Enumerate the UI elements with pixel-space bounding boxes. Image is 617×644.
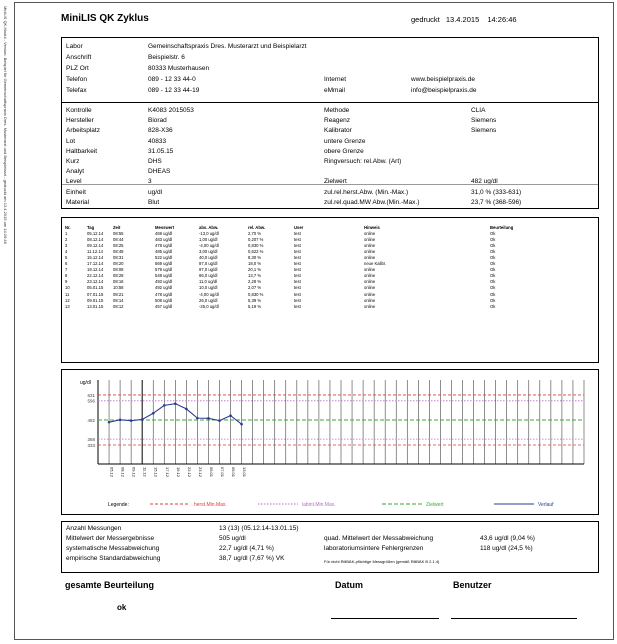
x-tick-label: 15.12	[153, 467, 159, 478]
x-tick-label: 11.12	[142, 467, 148, 477]
x-tick-label: 09.12	[131, 467, 137, 478]
summary-right-value: 43,6 ug/dl (9,04 %)	[480, 535, 535, 542]
summary-value: 22,7 ug/dl (4,71 %)	[219, 545, 274, 552]
table-cell: 0,622 %	[248, 248, 264, 254]
printed-timestamp	[411, 15, 517, 24]
control-right-label: obere Grenze	[324, 147, 364, 155]
summary-right-label: laboratoriumsintere Fehlergrenzen	[324, 545, 424, 552]
table-cell: 1	[65, 230, 68, 236]
table-cell: 09.12.14	[87, 242, 104, 248]
control-field-label: Einheit	[66, 188, 86, 196]
table-cell: Ok	[490, 273, 496, 279]
table-cell: 40,0 ug/dl	[199, 255, 218, 261]
table-cell: 9	[65, 279, 68, 285]
y-tick-label: 368	[87, 436, 95, 442]
table-cell: 4	[65, 248, 68, 254]
table-cell: 10	[65, 285, 70, 291]
control-right-value: Siemens	[471, 117, 497, 125]
printed-label: gedruckt	[411, 15, 440, 24]
table-cell: test	[294, 297, 301, 303]
y-tick-label: 596	[87, 398, 95, 404]
table-cell: 493 ug/dl	[155, 279, 173, 285]
info-divider	[62, 184, 598, 185]
summary-right-value: 118 ug/dl (24,5 %)	[480, 545, 533, 552]
data-point	[141, 418, 144, 421]
table-cell: online	[364, 291, 376, 297]
table-cell: 3,00 ug/dl	[199, 248, 218, 254]
data-point	[229, 414, 232, 417]
x-tick-label: 13.01	[242, 467, 248, 478]
table-cell: 08:25	[113, 242, 124, 248]
summary-note: Für nicht RiliBÄK-pflichtige Messgrößen (gemäß RiliBÄK B 2.1.4)	[324, 559, 440, 564]
control-right-label: untere Grenze	[324, 137, 366, 145]
table-cell: online	[364, 255, 376, 261]
results-header-cell: rel. Abw.	[248, 224, 266, 230]
table-cell: Ok	[490, 236, 496, 242]
x-tick-label: 08.12	[120, 467, 126, 478]
control-field-value: 828-X36	[148, 127, 173, 135]
x-tick-label: 05.12	[109, 467, 115, 478]
control-field-value: DHEAS	[148, 168, 171, 176]
lab-field-label: Telefax	[66, 87, 87, 94]
table-cell: 5,39 %	[248, 297, 262, 303]
overall-assessment-value: ok	[117, 603, 127, 612]
control-right-label: Zielwert	[324, 178, 347, 186]
control-right-value: 31,0 % (333-631)	[471, 188, 522, 196]
qc-chart	[62, 370, 598, 514]
control-right-label: Methode	[324, 107, 350, 114]
results-box	[61, 217, 599, 363]
table-cell: 0,207 %	[248, 236, 264, 242]
data-point	[207, 417, 210, 420]
table-cell: 12	[65, 297, 70, 303]
x-tick-label: 23.12	[197, 467, 203, 478]
y-axis-label: ug/dl	[80, 380, 91, 386]
table-cell: -4,00 ug/dl	[199, 242, 219, 248]
table-cell: 2	[65, 236, 68, 242]
legend-label: Verlauf	[538, 501, 554, 508]
table-cell: test	[294, 267, 301, 273]
table-cell: 483 ug/dl	[155, 236, 173, 242]
control-field-label: Kontrolle	[66, 107, 92, 114]
table-cell: 6	[65, 261, 68, 267]
sidebar-text: MiniLIS QK-Modul - Version: Beispiel für Gemeinschaftspraxis Dres. Musterarzt und Beispielarzt - gedruckt am 13.4.2015 um 14:26:46	[3, 6, 8, 244]
table-cell: Ok	[490, 255, 496, 261]
contact-value: info@beispielpraxis.de	[411, 87, 477, 94]
table-cell: online	[364, 230, 376, 236]
control-field-value: ug/dl	[148, 188, 163, 196]
control-field-label: Haltbarkeit	[66, 147, 98, 155]
results-header-cell: Tag	[87, 224, 95, 230]
control-right-label: Ringversuch: rel.Abw. (Art)	[324, 158, 402, 165]
table-cell: 08:14	[113, 297, 124, 303]
summary-label: empirische Standardabweichung	[66, 555, 161, 562]
table-cell: Ok	[490, 242, 496, 248]
chart-box	[61, 369, 599, 515]
lab-field-value: Beispielstr. 6	[148, 54, 185, 61]
table-cell: 08:48	[113, 248, 124, 254]
table-cell: 66,0 ug/dl	[199, 273, 218, 279]
table-cell: 19.12.14	[87, 267, 104, 273]
control-field-value: 3	[148, 178, 152, 186]
summary-value: 13 (13) (05.12.14-13.01.15)	[219, 525, 299, 532]
table-cell: online	[364, 267, 376, 273]
table-cell: 5	[65, 255, 68, 261]
overall-assessment-label: gesamte Beurteilung	[65, 580, 155, 590]
x-tick-label: 19.12	[175, 467, 181, 478]
table-cell: 08:21	[113, 291, 124, 297]
table-cell: 10,0 ug/dl	[199, 285, 218, 291]
control-field-label: Analyt	[66, 168, 85, 176]
table-cell: 15.12.14	[87, 255, 104, 261]
table-cell: 478 ug/dl	[155, 242, 173, 248]
table-cell: Ok	[490, 230, 496, 236]
table-cell: 0,830 %	[248, 291, 264, 297]
table-cell: 508 ug/dl	[155, 297, 173, 303]
report-title: MiniLIS QK Zyklus	[61, 13, 149, 24]
summary-label: Anzahl Messungen	[66, 525, 122, 532]
data-point	[185, 408, 188, 411]
results-header-cell: abs. Abw.	[199, 224, 219, 230]
control-field-label: Kurz	[66, 158, 80, 165]
control-field-value: 31.05.15	[148, 147, 174, 155]
table-cell: 09.01.15	[87, 297, 104, 303]
legend-label: Zielwert	[426, 501, 444, 508]
data-point	[108, 421, 111, 424]
results-header-cell: Beurteilung	[490, 224, 514, 230]
summary-label: Mittelwert der Messergebnisse	[66, 535, 155, 542]
table-cell: 492 ug/dl	[155, 285, 173, 291]
legend-title: Legende:	[108, 501, 129, 508]
table-cell: 08:08	[113, 267, 124, 273]
control-field-label: Arbeitsplatz	[66, 127, 100, 135]
table-cell: Ok	[490, 297, 496, 303]
contact-label: Internet	[324, 76, 347, 83]
table-cell: test	[294, 242, 301, 248]
table-cell: 548 ug/dl	[155, 273, 173, 279]
table-cell: 569 ug/dl	[155, 261, 173, 267]
y-tick-label: 482	[87, 417, 95, 423]
table-cell: -4,00 ug/dl	[199, 291, 219, 297]
control-field-value: Biorad	[148, 117, 167, 125]
table-cell: 87,0 ug/dl	[199, 261, 218, 267]
table-cell: 7	[65, 267, 68, 273]
control-field-value: Blut	[148, 198, 160, 206]
results-table	[65, 224, 530, 309]
y-tick-label: 333	[87, 442, 95, 448]
results-header-cell: Messwert	[155, 224, 175, 230]
control-field-label: Hersteller	[66, 117, 94, 125]
control-field-label: Material	[66, 198, 90, 206]
lab-field-label: Labor	[66, 43, 83, 50]
user-label: Benutzer	[453, 580, 492, 590]
table-cell: 1,00 ug/dl	[199, 236, 218, 242]
table-cell: Ok	[490, 285, 496, 291]
summary-value: 505 ug/dl	[219, 535, 246, 542]
table-cell: 97,0 ug/dl	[199, 267, 218, 273]
table-cell: online	[364, 297, 376, 303]
control-right-label: zul.rel.quad.MW Abw.(Min.-Max.)	[324, 198, 420, 206]
control-right-label: Reagenz	[324, 117, 351, 125]
table-cell: Ok	[490, 303, 496, 309]
lab-field-label: Telefon	[66, 76, 87, 83]
control-field-value: 40833	[148, 137, 167, 145]
lab-field-value: Gemeinschaftspraxis Dres. Musterarzt und Beispielarzt	[148, 43, 307, 50]
table-cell: 26,0 ug/dl	[199, 297, 218, 303]
control-right-value: CLIA	[471, 107, 486, 114]
results-header-cell: Zeit	[113, 224, 121, 230]
data-point	[163, 404, 166, 407]
data-point	[119, 419, 122, 422]
table-cell: Ok	[490, 291, 496, 297]
table-cell: 11,0 ug/dl	[199, 279, 218, 285]
control-right-label: zul.rel.herst.Abw. (Min.-Max.)	[324, 188, 409, 196]
table-cell: neue Kalibr.	[364, 261, 387, 267]
table-cell: 478 ug/dl	[155, 291, 173, 297]
x-tick-label: 05.01	[208, 467, 214, 478]
table-cell: 5,19 %	[248, 303, 262, 309]
summary-box	[61, 521, 599, 573]
results-header-cell: Hinweis	[364, 224, 380, 230]
data-point	[174, 402, 177, 405]
table-cell: 8	[65, 273, 68, 279]
table-cell: 3	[65, 242, 68, 248]
table-cell: 11.12.14	[87, 248, 103, 254]
lab-field-label: PLZ Ort	[66, 65, 89, 72]
table-cell: test	[294, 248, 301, 254]
data-point	[196, 417, 199, 420]
results-header-cell: User	[294, 224, 304, 230]
table-cell: 485 ug/dl	[155, 248, 173, 254]
table-cell: 08:31	[113, 255, 124, 261]
table-cell: online	[364, 273, 376, 279]
table-cell: 13.01.15	[87, 303, 104, 309]
table-cell: 08.12.14	[87, 236, 104, 242]
table-cell: -25,0 ug/dl	[199, 303, 219, 309]
table-row	[65, 303, 530, 309]
table-cell: online	[364, 248, 376, 254]
y-tick-label: 631	[87, 392, 95, 398]
assessment-footer	[61, 578, 599, 634]
printed-time: 14:26:46	[487, 15, 517, 24]
table-cell: 18,0 %	[248, 261, 262, 267]
control-field-value: DHS	[148, 158, 162, 165]
contact-label: eMmail	[324, 87, 345, 94]
table-cell: 08:28	[113, 273, 124, 279]
table-cell: 457 ug/dl	[155, 303, 173, 309]
table-cell: test	[294, 261, 301, 267]
control-field-value: K4083 2015053	[148, 107, 194, 114]
table-cell: 8,30 %	[248, 255, 262, 261]
lab-field-value: 80333 Musterhausen	[148, 65, 210, 72]
table-cell: Ok	[490, 248, 496, 254]
lab-field-value: 089 - 12 33 44-19	[148, 87, 200, 94]
date-signature-line	[331, 618, 439, 619]
lab-field-label: Anschrift	[66, 54, 92, 61]
table-cell: test	[294, 230, 301, 236]
data-point	[218, 419, 221, 422]
table-cell: 2,70 %	[248, 230, 262, 236]
data-point	[152, 412, 155, 415]
table-cell: 20,1 %	[248, 267, 262, 273]
report-page	[14, 2, 614, 640]
control-field-label: Lot	[66, 137, 76, 145]
control-right-value: 482 ug/dl	[471, 178, 498, 186]
table-cell: online	[364, 279, 376, 285]
table-cell: 522 ug/dl	[155, 255, 173, 261]
x-tick-label: 22.12	[186, 467, 192, 478]
table-cell: online	[364, 236, 376, 242]
legend-label: herst.Min.Max.	[194, 501, 227, 508]
table-cell: 05.12.14	[87, 230, 104, 236]
table-cell: 13	[65, 303, 70, 309]
table-cell: 10:58	[113, 285, 124, 291]
table-cell: test	[294, 303, 301, 309]
summary-value: 38,7 ug/dl (7,67 %) VK	[219, 555, 285, 562]
control-field-label: Level	[66, 178, 82, 186]
table-cell: 08:20	[113, 261, 124, 267]
table-cell: Ok	[490, 261, 496, 267]
table-cell: Ok	[490, 267, 496, 273]
table-cell: 2,07 %	[248, 285, 262, 291]
summary-label: systematische Messabweichung	[66, 545, 160, 552]
lab-field-value: 089 - 12 33 44-0	[148, 76, 196, 83]
summary-right-label: quad. Mittelwert der Messabweichung	[324, 535, 434, 542]
info-box	[61, 37, 599, 209]
x-tick-label: 07.01	[220, 467, 225, 478]
date-label: Datum	[335, 580, 364, 590]
table-cell: 2,28 %	[248, 279, 262, 285]
control-right-label: Kalibrator	[324, 127, 352, 135]
table-cell: test	[294, 285, 301, 291]
table-cell: 11	[65, 291, 70, 297]
data-point	[130, 419, 133, 422]
x-tick-label: 17.12	[164, 467, 170, 478]
table-cell: -13,0 ug/dl	[199, 230, 219, 236]
table-cell: online	[364, 242, 376, 248]
data-point	[240, 423, 243, 426]
control-right-value: 23,7 % (368-596)	[471, 198, 522, 206]
table-cell: test	[294, 236, 301, 242]
table-cell: 22.12.14	[87, 273, 104, 279]
table-cell: 469 ug/dl	[155, 230, 173, 236]
table-cell: online	[364, 285, 376, 291]
x-tick-label: 09.01	[231, 467, 237, 478]
table-cell: 08:16	[113, 279, 124, 285]
user-signature-line	[451, 618, 577, 619]
table-cell: 08:44	[113, 236, 124, 242]
table-cell: online	[364, 303, 376, 309]
table-cell: 07.01.15	[87, 291, 104, 297]
table-cell: 17.12.14	[87, 261, 104, 267]
legend-label: labint.Min.Max.	[302, 501, 336, 508]
printed-date: 13.4.2015	[445, 15, 480, 24]
table-cell: 08:55	[113, 230, 124, 236]
contact-value: www.beispielpraxis.de	[411, 76, 475, 83]
table-cell: 08:12	[113, 303, 124, 309]
table-cell: 13,7 %	[248, 273, 262, 279]
table-cell: test	[294, 273, 301, 279]
table-cell: Ok	[490, 279, 496, 285]
control-right-value: Siemens	[471, 127, 497, 135]
table-cell: 579 ug/dl	[155, 267, 173, 273]
table-cell: test	[294, 255, 301, 261]
table-cell: test	[294, 279, 301, 285]
table-cell: 05.01.15	[87, 285, 104, 291]
results-header-cell: Nr.	[65, 224, 71, 230]
table-cell: 23.12.14	[87, 279, 104, 285]
table-cell: 0,830 %	[248, 242, 264, 248]
table-cell: test	[294, 291, 301, 297]
